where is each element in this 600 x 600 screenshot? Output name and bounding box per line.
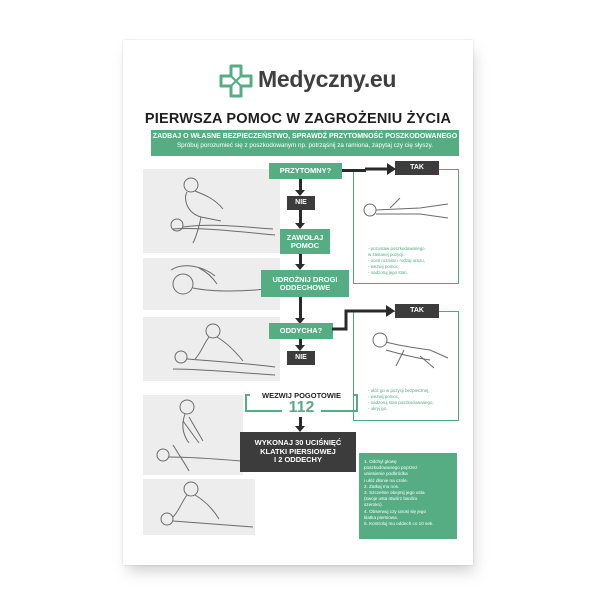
brand-name: Medyczny.eu [258,66,397,92]
photo-check-breathing [143,317,280,381]
yes-label: TAK [395,304,439,318]
call-help-line1: ZAWOŁAJ [286,232,324,242]
down-arrow-icon [299,210,302,224]
list-item: w zastanej pozycji, [368,252,405,257]
cpr-line3: I 2 ODDECHY [274,455,322,465]
airway-line1: UDROŻNIJ DROGI [272,274,338,284]
yes-label: TAK [395,161,439,175]
recovery-position-illustration [360,328,452,372]
poster-title: PIERWSZA POMOC W ZAGROŻENIU ŻYCIA [144,111,452,127]
head-tilt-illustration [143,258,280,310]
rescue-breath-steps-panel [359,453,457,539]
no-label: NIE [287,196,315,210]
lying-person-illustration [360,188,452,228]
down-arrow-icon [299,179,302,191]
list-item: - nadzoruj jego stan. [368,270,408,275]
list-item: - pozostaw poszkodowanego [368,246,425,251]
list-item: 4. Obserwuj czy unosi się jego [364,508,427,514]
breathing-instructions [368,388,458,412]
list-item: i ułóż dłonie na czole. [364,477,408,483]
photo-open-airway [143,258,280,310]
no-label: NIE [287,351,315,365]
list-item: poszkodowanego poprzez [364,465,418,471]
list-item: - wezwij pomoc, [368,264,400,269]
list-item: - okryj go. [368,406,388,411]
list-item: - nadzoruj stan poszkodowanego, [368,400,434,405]
list-item: - ułóż go w pozycji bezpiecznej, [368,388,430,393]
list-item: 1. Odchyl głowę [364,459,397,464]
list-item: klatka piersiowa. [364,514,398,520]
arrow-right-icon [365,160,397,180]
list-item: 3. Szczelnie obejmij jego usta [364,490,425,496]
emergency-number: 112 [288,399,315,416]
breathing-question-box: ODDYCHA? [269,323,333,339]
open-airway-box [261,270,349,297]
list-item: - wezwij pomoc, [368,394,400,399]
photo-check-consciousness [143,169,280,253]
connector-line [342,169,366,172]
medical-cross-logo-icon [219,64,253,98]
photo-chest-compressions [143,395,243,475]
list-item: 2. Zatkaj mu nos. [364,483,400,489]
rescue-breaths-illustration [143,479,255,535]
list-item: uniesienie podbródka [364,471,408,477]
list-item: 5. Kontroluj mu oddech co 10 sek. [364,521,434,527]
conscious-panel [353,169,459,284]
conscious-instructions [368,246,458,276]
rescuer-kneeling-illustration [143,169,280,253]
airway-line2: ODDECHOWE [279,282,331,292]
banner-subtext: Spróbuj porozumieć się z poszkodowanym np. potrząśnij za ramiona, zapytaj czy cię słyszy. [176,142,434,149]
conscious-question-box: PRZYTOMNY? [269,163,342,179]
down-arrow-icon [299,254,302,265]
breathing-check-illustration [143,317,280,381]
call-help-box [280,229,330,254]
cpr-line2: KLATKI PIERSIOWEJ [260,446,336,456]
down-arrow-icon [299,339,302,346]
banner-heading: ZADBAJ O WŁASNE BEZPIECZEŃSTWO, SPRAWDŹ PRZYTOMNOŚĆ POSZKODOWANEGO [152,133,458,140]
cpr-line1: WYKONAJ 30 UCIŚNIĘĆ [254,438,342,448]
list-item: szeroko). [364,502,383,508]
down-arrow-icon [299,297,302,319]
call-ambulance-label: WEZWIJ POGOTOWIE [261,391,342,400]
call-help-line2: POMOC [290,240,320,250]
down-arrow-icon [299,417,302,427]
photo-rescue-breaths [143,479,255,535]
first-aid-poster [123,40,473,565]
arrow-right-icon [332,302,398,334]
cpr-compressions-illustration [143,395,243,475]
list-item: (swoje usta otwórz bardzo [364,496,418,502]
cpr-box [240,432,356,472]
safety-banner [151,130,459,156]
list-item: - oceń rozmiar i rodzaj urazu, [368,258,425,263]
